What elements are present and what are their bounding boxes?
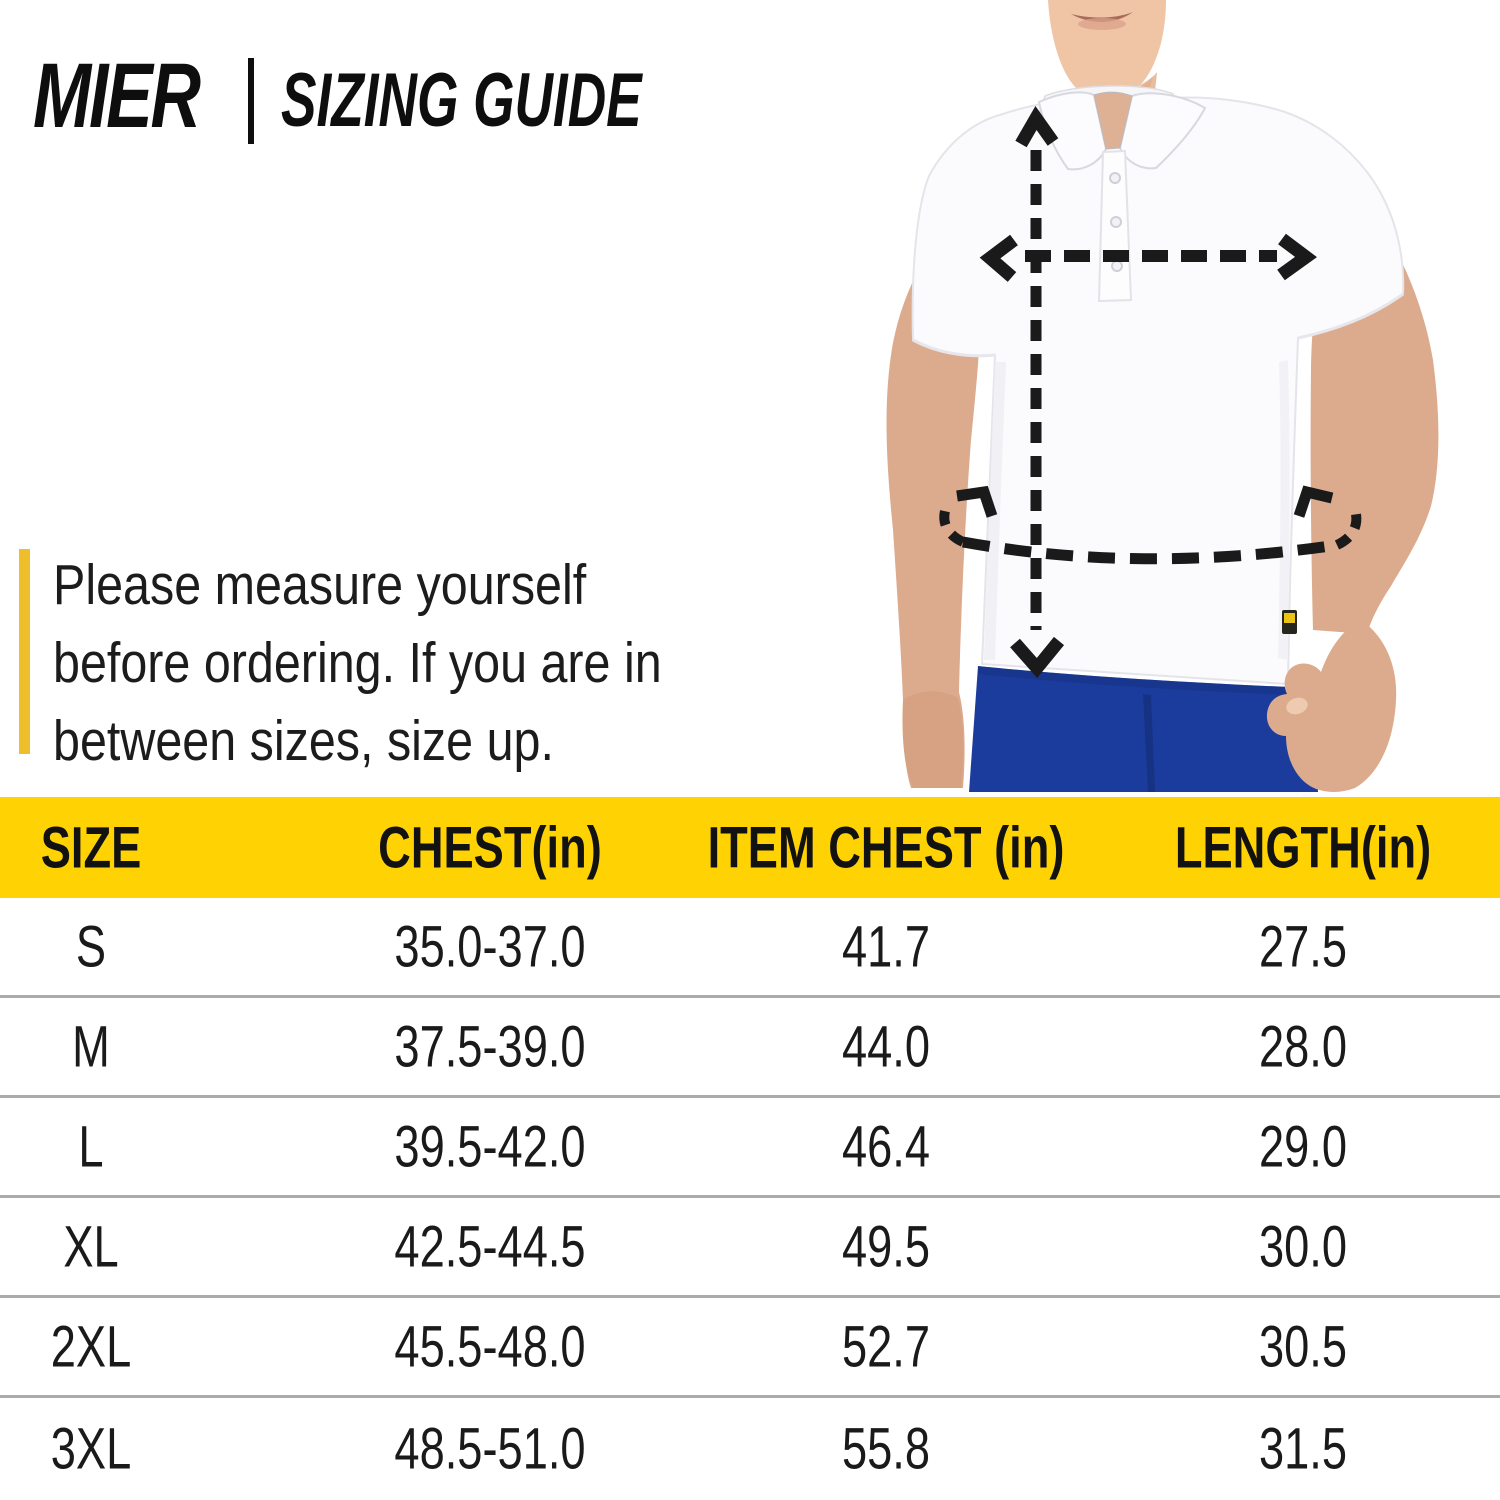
item-chest-value: 41.7 [841,914,931,979]
table-row [0,1398,1500,1500]
measure-note [53,546,769,780]
size-value: S [75,914,107,979]
size-value: 2XL [50,1314,132,1379]
size-value: XL [63,1214,119,1279]
length-value: 28.0 [1258,1014,1348,1079]
item-chest-value: 46.4 [841,1114,931,1179]
table-row [0,1198,1500,1298]
length-value: 30.0 [1258,1214,1348,1279]
size-value: L [78,1114,104,1179]
page-title: SIZING GUIDE [281,58,642,143]
brand-tag [1282,610,1297,634]
note-line: Please measure yourself [53,553,587,617]
table-row [0,1098,1500,1198]
header-item-chest: ITEM CHEST (in) [707,815,1065,880]
header-chest: CHEST(in) [378,815,602,880]
header-size: SIZE [40,815,142,880]
table-row [0,1298,1500,1398]
item-chest-value: 52.7 [841,1314,931,1379]
sizing-table-header [0,797,1500,898]
item-chest-value: 44.0 [841,1014,931,1079]
model-shorts [969,666,1318,792]
item-chest-value: 49.5 [841,1214,931,1279]
header-length: LENGTH(in) [1174,815,1432,880]
model-measurement-figure [845,0,1485,795]
sizing-table [0,797,1500,1500]
length-value: 27.5 [1258,914,1348,979]
note-line: before ordering. If you are in [53,631,662,695]
length-value: 30.5 [1258,1314,1348,1379]
length-value: 31.5 [1258,1416,1348,1482]
item-chest-value: 55.8 [841,1416,931,1482]
length-value: 29.0 [1258,1114,1348,1179]
note-accent-bar [19,549,30,754]
size-value: 3XL [50,1416,132,1482]
table-row [0,998,1500,1098]
chest-value: 35.0-37.0 [394,914,586,979]
table-row [0,898,1500,998]
size-value: M [72,1014,110,1079]
chest-value: 48.5-51.0 [394,1416,586,1482]
brand-divider [248,58,254,144]
brand-logo: MIER [33,45,199,147]
chest-value: 42.5-44.5 [394,1214,586,1279]
note-line: between sizes, size up. [53,709,554,773]
chest-value: 37.5-39.0 [394,1014,586,1079]
chest-value: 45.5-48.0 [394,1314,586,1379]
chest-value: 39.5-42.0 [394,1114,586,1179]
